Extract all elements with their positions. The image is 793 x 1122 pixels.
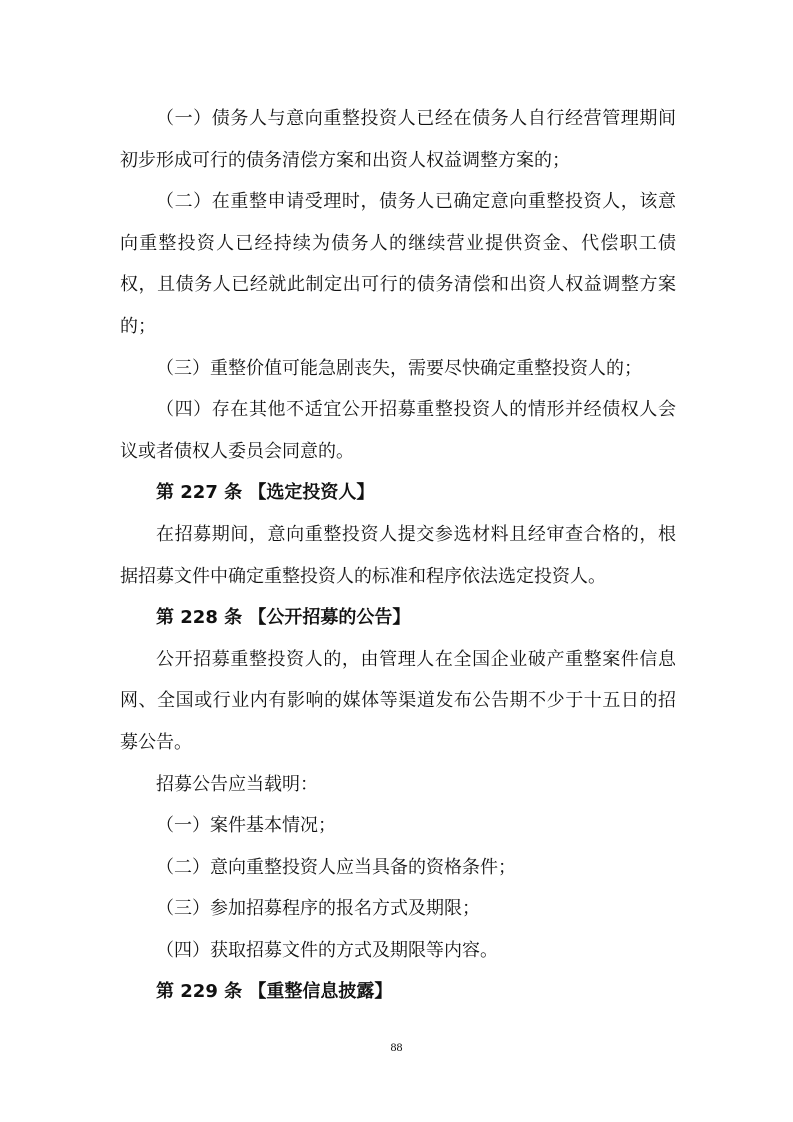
- announcement-item-4: （四）获取招募文件的方式及期限等内容。: [156, 939, 498, 961]
- article-229-heading: 第 229 条 【重整信息披露】: [156, 981, 393, 1003]
- paragraph-item-2: （二）在重整申请受理时，债务人已确定意向重整投资人，该意向重整投资人已经持续为债务人的继续营业提供资金、代偿职工债权，且债务人已经就此制定出可行的债务清偿和出资人权益调整方案的；: [120, 191, 676, 337]
- article-228-heading: 第 228 条 【公开招募的公告】: [156, 607, 411, 629]
- paragraph-item-4: （四）存在其他不适宜公开招募重整投资人的情形并经债权人会议或者债权人委员会同意的。: [120, 399, 676, 462]
- announcement-item-1: （一）案件基本情况；: [156, 815, 336, 837]
- announcement-item-3: （三）参加招募程序的报名方式及期限；: [156, 898, 480, 920]
- article-227-heading: 第 227 条 【选定投资人】: [156, 482, 375, 504]
- paragraph-item-1: （一）债务人与意向重整投资人已经在债务人自行经营管理期间初步形成可行的债务清偿方案和出资人权益调整方案的；: [120, 108, 676, 171]
- page-body: [120, 98, 676, 1013]
- announcement-item-2: （二）意向重整投资人应当具备的资格条件；: [156, 856, 516, 878]
- paragraph-item-3: （三）重整价值可能急剧丧失，需要尽快确定重整投资人的；: [156, 357, 642, 379]
- page-number: 88: [390, 1040, 403, 1054]
- article-228-body: 公开招募重整投资人的，由管理人在全国企业破产重整案件信息网、全国或行业内有影响的媒体等渠道发布公告期不少于十五日的招募公告。: [120, 648, 676, 753]
- article-227-body: 在招募期间，意向重整投资人提交参选材料且经审查合格的，根据招募文件中确定重整投资人的标准和程序依法选定投资人。: [120, 523, 676, 587]
- announcement-intro: 招募公告应当载明：: [156, 773, 318, 795]
